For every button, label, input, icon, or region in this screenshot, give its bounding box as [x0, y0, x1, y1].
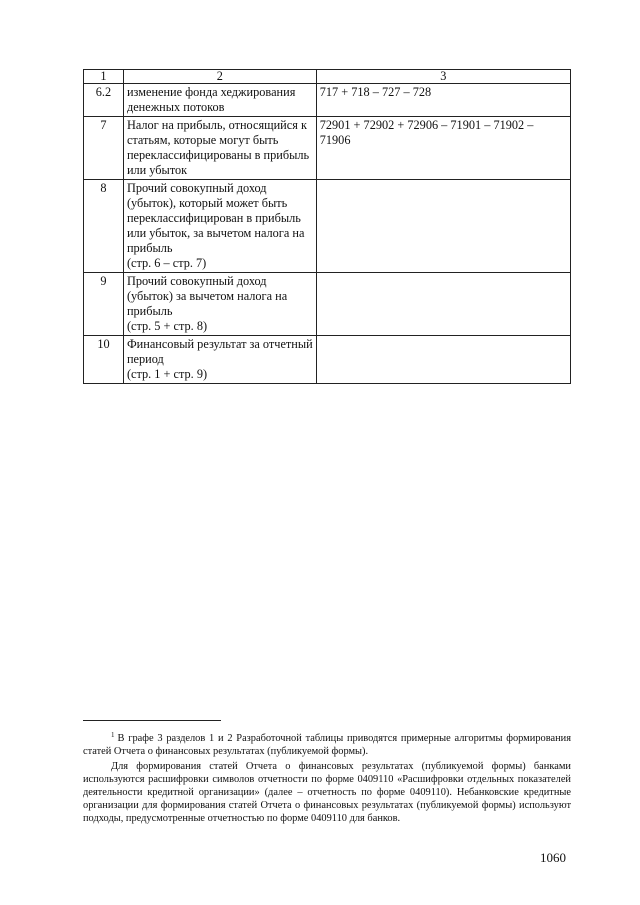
table-row	[84, 336, 571, 384]
table-row	[84, 180, 571, 273]
table-row	[84, 273, 571, 336]
footnote-text: В графе 3 разделов 1 и 2 Разработочной таблицы приводятся примерные алгоритмы формирования статей Отчета о финансовых результатах (публикуемой формы).	[83, 733, 571, 757]
row-number: 6.2	[84, 84, 124, 117]
row-name: Финансовый результат за отчетный период (стр. 1 + стр. 9)	[123, 336, 316, 384]
row-formula: 717 + 718 – 727 – 728	[316, 84, 570, 117]
column-header: 2	[123, 70, 316, 84]
table-row	[84, 84, 571, 117]
row-formula	[316, 336, 570, 384]
row-formula	[316, 180, 570, 273]
footnote-separator	[83, 720, 221, 721]
row-formula: 72901 + 72902 + 72906 – 71901 – 71902 – 71906	[316, 117, 570, 180]
row-number: 10	[84, 336, 124, 384]
row-name: изменение фонда хеджирования денежных потоков	[123, 84, 316, 117]
column-header: 3	[316, 70, 570, 84]
footnote-paragraph: Для формирования статей Отчета о финансовых результатах (публикуемой формы) банками используются расшифровки символов отчетности по форме 0409110 «Расшифровки отдельных показателей деятельности кредитной организации» (далее – отчетность по форме 0409110). Небанковские кредитные организации для формирования статей Отчета о финансовых результатах (публикуемой формы) используют подходы, предусмотренные отчетностью по форме 0409110 для банков.	[83, 761, 571, 824]
table-row	[84, 117, 571, 180]
row-number: 7	[84, 117, 124, 180]
row-name: Прочий совокупный доход (убыток) за вычетом налога на прибыль (стр. 5 + стр. 8)	[123, 273, 316, 336]
row-formula	[316, 273, 570, 336]
footnote-paragraph	[83, 729, 571, 758]
row-number: 9	[84, 273, 124, 336]
row-name: Прочий совокупный доход (убыток), который может быть переклассифицирован в прибыль или убыток, за вычетом налога на прибыль (стр. 6 – стр. 7)	[123, 180, 316, 273]
page-number: 1060	[540, 850, 566, 865]
row-name: Налог на прибыль, относящийся к статьям, которые могут быть переклассифицированы в прибыль или убыток	[123, 117, 316, 180]
footnote-marker: 1	[111, 731, 115, 739]
table-header-row	[84, 70, 571, 84]
financial-results-table	[83, 69, 571, 384]
footnote	[83, 727, 571, 825]
column-header: 1	[84, 70, 124, 84]
row-number: 8	[84, 180, 124, 273]
